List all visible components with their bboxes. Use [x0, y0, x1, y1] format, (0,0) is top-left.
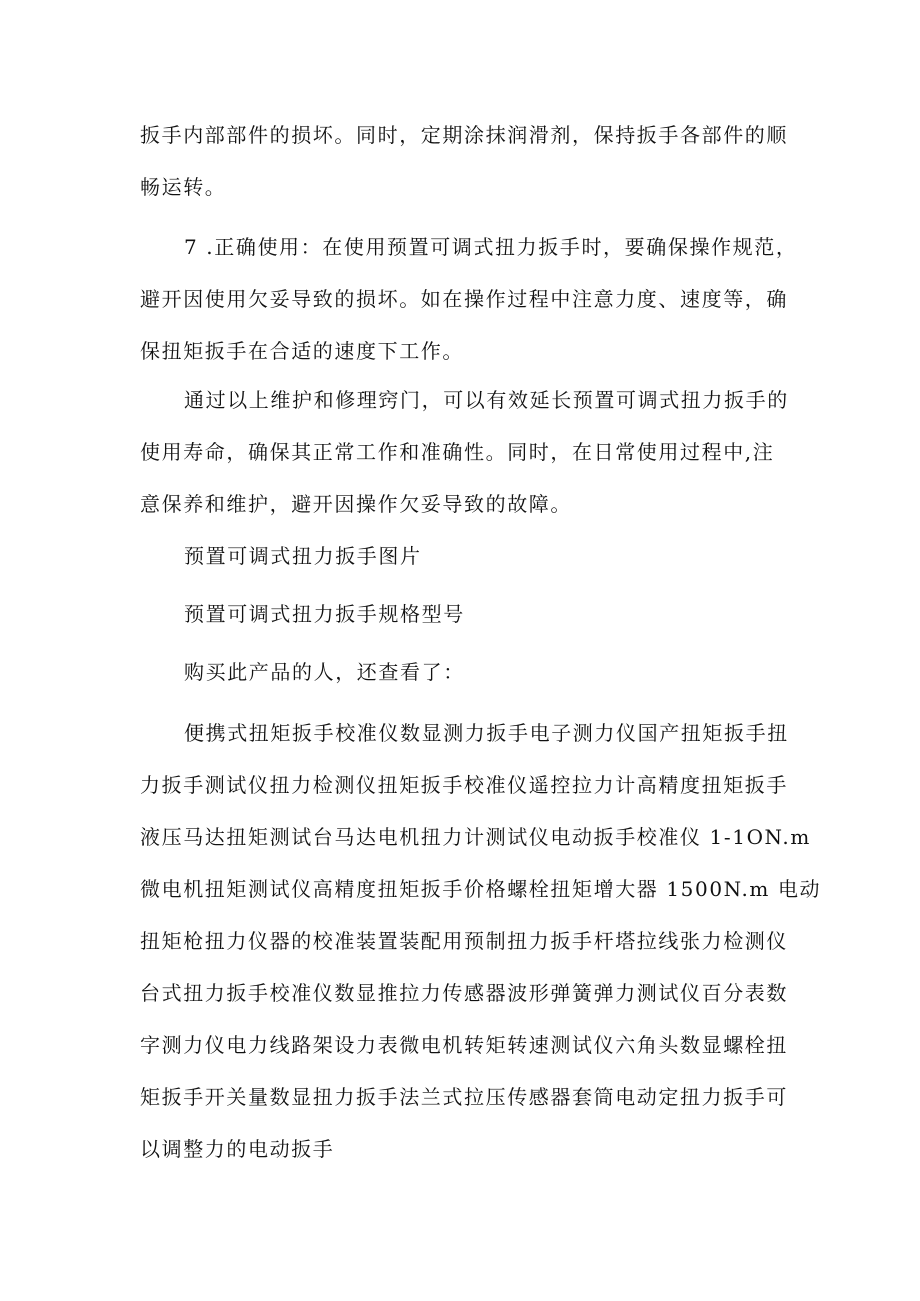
text-line: 意保养和维护，避开因操作欠妥导致的故障。 [140, 492, 572, 516]
paragraph-summary [140, 374, 788, 530]
text-line: 避开因使用欠妥导致的损坏。如在操作过程中注意力度、速度等，确 [140, 287, 788, 311]
paragraph-also-viewed-heading [140, 646, 788, 698]
text-line: 购买此产品的人，还查看了： [184, 660, 465, 684]
text-line: 台式扭力扳手校准仪数显推拉力传感器波形弹簧弹力测试仪百分表数 [140, 981, 788, 1005]
paragraph-maintenance-continuation [140, 109, 788, 213]
text-line: 扭矩枪扭力仪器的校准装置装配用预制扭力扳手杆塔拉线张力检测仪 [140, 929, 788, 953]
paragraph-related-products [140, 707, 822, 1175]
paragraph-correct-use [140, 221, 798, 377]
paragraph-product-images [140, 530, 788, 582]
text-line: 力扳手测试仪扭力检测仪扭矩扳手校准仪遥控拉力计高精度扭矩扳手 [140, 773, 788, 797]
text-line: 液压马达扭矩测试台马达电机扭力计测试仪电动扳手校准仪 1-1ON.m [140, 825, 811, 849]
text-line: 7 .正确使用：在使用预置可调式扭力扳手时，要确保操作规范， [184, 235, 798, 259]
text-line: 微电机扭矩测试仪高精度扭矩扳手价格螺栓扭矩增大器 1500N.m 电动 [140, 877, 822, 901]
text-line: 便携式扭矩扳手校准仪数显测力扳手电子测力仪国产扭矩扳手扭 [184, 721, 789, 745]
text-line: 预置可调式扭力扳手图片 [184, 544, 422, 568]
text-line: 畅运转。 [140, 175, 227, 199]
text-line: 以调整力的电动扳手 [140, 1137, 335, 1161]
paragraph-product-specs [140, 588, 788, 640]
text-line: 预置可调式扭力扳手规格型号 [184, 602, 465, 626]
text-line: 保扭矩扳手在合适的速度下工作。 [140, 339, 464, 363]
text-line: 矩扳手开关量数显扭力扳手法兰式拉压传感器套筒电动定扭力扳手可 [140, 1085, 788, 1109]
text-line: 字测力仪电力线路架设力表微电机转矩转速测试仪六角头数显螺栓扭 [140, 1033, 788, 1057]
text-line: 使用寿命，确保其正常工作和准确性。同时，在日常使用过程中,注 [140, 440, 775, 464]
text-line: 扳手内部部件的损坏。同时，定期涂抹润滑剂，保持扳手各部件的顺 [140, 123, 788, 147]
text-line: 通过以上维护和修理窍门，可以有效延长预置可调式扭力扳手的 [184, 388, 789, 412]
